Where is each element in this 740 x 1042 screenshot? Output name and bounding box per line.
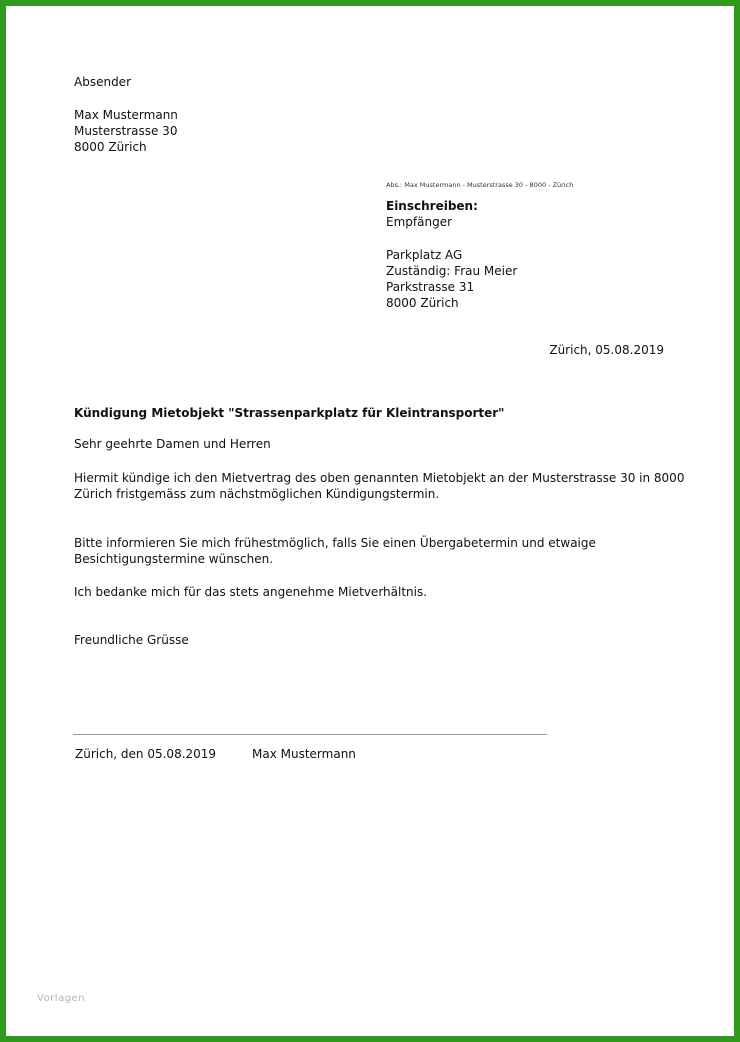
return-address-line: Abs.: Max Mustermann - Musterstrasse 30 - 8000 - Zürich [386, 181, 574, 189]
sender-label: Absender [74, 75, 131, 89]
body-paragraph-2-line-1: Bitte informieren Sie mich frühestmöglich, falls Sie einen Übergabetermin und etwaige [74, 536, 596, 550]
recipient-street: Parkstrasse 31 [386, 280, 475, 294]
delivery-method: Einschreiben: [386, 199, 478, 213]
signature-name: Max Mustermann [252, 747, 356, 761]
recipient-company: Parkplatz AG [386, 248, 463, 262]
recipient-contact: Zuständig: Frau Meier [386, 264, 518, 278]
body-paragraph-3: Ich bedanke mich für das stets angenehme Mietverhältnis. [74, 585, 428, 599]
place-date: Zürich, 05.08.2019 [549, 343, 664, 357]
recipient-city: 8000 Zürich [386, 296, 459, 310]
body-paragraph-1-line-1: Hiermit kündige ich den Mietvertrag des oben genannten Mietobjekt an der Musterstrasse 30 in 8000 [74, 471, 685, 485]
watermark: Vorlagen [37, 993, 86, 1004]
salutation: Sehr geehrte Damen und Herren [74, 437, 271, 451]
body-paragraph-1-line-2: Zürich fristgemäss zum nächstmöglichen Kündigungstermin. [74, 487, 440, 501]
subject-line: Kündigung Mietobjekt "Strassenparkplatz für Kleintransporter" [74, 406, 505, 420]
signature-line [73, 734, 547, 735]
sender-city: 8000 Zürich [74, 140, 147, 154]
sender-street: Musterstrasse 30 [74, 124, 178, 138]
body-paragraph-2-line-2: Besichtigungstermine wünschen. [74, 552, 274, 566]
sender-name: Max Mustermann [74, 108, 178, 122]
recipient-label: Empfänger [386, 215, 453, 229]
closing: Freundliche Grüsse [74, 633, 189, 647]
signature-place-date: Zürich, den 05.08.2019 [75, 747, 217, 761]
